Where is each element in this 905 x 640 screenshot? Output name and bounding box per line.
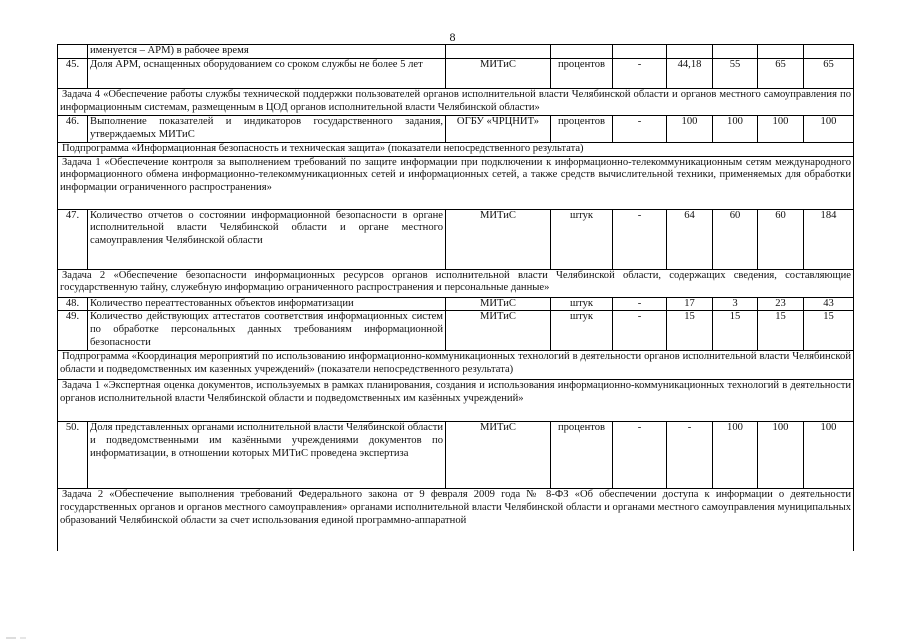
value-cell-5 bbox=[804, 45, 854, 59]
value-cell-3: 55 bbox=[713, 58, 758, 88]
value-cell-3: 100 bbox=[713, 422, 758, 489]
unit-cell: штук bbox=[551, 209, 613, 269]
value-cell-2: 44,18 bbox=[667, 58, 713, 88]
indicator-name: Количество отчетов о состоянии информационной безопасности в органе исполнительной власти Челябинской области и органе местного самоуправления Челябинской области bbox=[88, 209, 446, 269]
section-row bbox=[58, 489, 854, 551]
page-number: 8 bbox=[449, 30, 456, 44]
section-heading: Задача 1 «Обеспечение контроля за выполнением требований по защите информации при подключении к информационно-телекоммуникационным сетям международного информационного обмена информационно-телекоммуникационных сетей и информационных сетей, а также средств вычислительной техники, применяемых для обработки информации ограниченного распространения» bbox=[58, 156, 854, 209]
section-heading: Подпрограмма «Координация мероприятий по использованию информационно-коммуникационных технологий в деятельности органов исполнительной власти Челябинской области и подведомственных им казенных учреждений» (показатели непосредственного результата) bbox=[58, 351, 854, 380]
indicator-row bbox=[58, 209, 854, 269]
section-row bbox=[58, 269, 854, 297]
indicator-row bbox=[58, 115, 854, 142]
value-cell-1 bbox=[613, 45, 667, 59]
indicators-table bbox=[57, 44, 854, 551]
unit-cell: штук bbox=[551, 311, 613, 351]
executor-cell: МИТиС bbox=[446, 311, 551, 351]
unit-cell: штук bbox=[551, 297, 613, 311]
value-cell-4: 23 bbox=[758, 297, 804, 311]
row-number: 46. bbox=[58, 115, 88, 142]
indicator-name: именуется – АРМ) в рабочее время bbox=[88, 45, 446, 59]
indicator-row bbox=[58, 297, 854, 311]
value-cell-1: - bbox=[613, 58, 667, 88]
executor-cell: МИТиС bbox=[446, 297, 551, 311]
executor-cell: МИТиС bbox=[446, 422, 551, 489]
table-body bbox=[58, 45, 854, 551]
value-cell-5: 100 bbox=[804, 422, 854, 489]
value-cell-3: 3 bbox=[713, 297, 758, 311]
row-number: 49. bbox=[58, 311, 88, 351]
value-cell-3: 60 bbox=[713, 209, 758, 269]
value-cell-1: - bbox=[613, 297, 667, 311]
indicator-row bbox=[58, 311, 854, 351]
value-cell-2: - bbox=[667, 422, 713, 489]
section-row bbox=[58, 380, 854, 422]
row-number: 50. bbox=[58, 422, 88, 489]
executor-cell: МИТиС bbox=[446, 209, 551, 269]
section-row bbox=[58, 142, 854, 156]
value-cell-2: 100 bbox=[667, 115, 713, 142]
indicator-row bbox=[58, 45, 854, 59]
value-cell-5: 43 bbox=[804, 297, 854, 311]
value-cell-3: 15 bbox=[713, 311, 758, 351]
value-cell-5: 184 bbox=[804, 209, 854, 269]
indicator-name: Доля АРМ, оснащенных оборудованием со сроком службы не более 5 лет bbox=[88, 58, 446, 88]
section-row bbox=[58, 156, 854, 209]
value-cell-1: - bbox=[613, 115, 667, 142]
executor-cell: МИТиС bbox=[446, 58, 551, 88]
indicator-name: Количество действующих аттестатов соответствия информационных систем по обработке персональных данных требованиям информационной безопасности bbox=[88, 311, 446, 351]
value-cell-2: 15 bbox=[667, 311, 713, 351]
row-number bbox=[58, 45, 88, 59]
value-cell-4: 60 bbox=[758, 209, 804, 269]
value-cell-4: 65 bbox=[758, 58, 804, 88]
value-cell-1: - bbox=[613, 209, 667, 269]
section-row bbox=[58, 88, 854, 115]
section-heading: Задача 1 «Экспертная оценка документов, используемых в рамках планирования, создания и использования информационно-коммуникационных технологий в деятельности органов исполнительной власти Челябинской области и подведомственных им казённых учреждений» bbox=[58, 380, 854, 422]
value-cell-4: 15 bbox=[758, 311, 804, 351]
row-number: 45. bbox=[58, 58, 88, 88]
section-heading: Подпрограмма «Информационная безопасность и техническая защита» (показатели непосредственного результата) bbox=[58, 142, 854, 156]
value-cell-3 bbox=[713, 45, 758, 59]
unit-cell: процентов bbox=[551, 115, 613, 142]
value-cell-5: 65 bbox=[804, 58, 854, 88]
unit-cell: процентов bbox=[551, 58, 613, 88]
indicator-name: Доля представленных органами исполнительной власти Челябинской области и подведомственными им казёнными учреждениями документов по информатизации, в отношении которых МИТиС проведена экспертиза bbox=[88, 422, 446, 489]
value-cell-4: 100 bbox=[758, 422, 804, 489]
indicator-row bbox=[58, 58, 854, 88]
value-cell-1: - bbox=[613, 422, 667, 489]
executor-cell: ОГБУ «ЧРЦНИТ» bbox=[446, 115, 551, 142]
indicator-name: Выполнение показателей и индикаторов государственного задания, утверждаемых МИТиС bbox=[88, 115, 446, 142]
value-cell-1: - bbox=[613, 311, 667, 351]
value-cell-2: 64 bbox=[667, 209, 713, 269]
executor-cell bbox=[446, 45, 551, 59]
value-cell-3: 100 bbox=[713, 115, 758, 142]
section-row bbox=[58, 351, 854, 380]
value-cell-2 bbox=[667, 45, 713, 59]
value-cell-2: 17 bbox=[667, 297, 713, 311]
indicator-name: Количество переаттестованных объектов информатизации bbox=[88, 297, 446, 311]
section-heading: Задача 4 «Обеспечение работы службы технической поддержки пользователей органов исполнительной власти Челябинской области и органов местного самоуправления по информационным системам, размещенным в ЦОД органов исполнительной власти Челябинской области» bbox=[58, 88, 854, 115]
row-number: 48. bbox=[58, 297, 88, 311]
value-cell-4: 100 bbox=[758, 115, 804, 142]
scan-edge-mark bbox=[0, 632, 40, 640]
indicator-row bbox=[58, 422, 854, 489]
row-number: 47. bbox=[58, 209, 88, 269]
section-heading: Задача 2 «Обеспечение выполнения требований Федерального закона от 9 февраля 2009 года № 8-ФЗ «Об обеспечении доступа к информации о деятельности государственных органов и органов местного самоуправления» органами исполнительной власти Челябинской области и органами местного самоуправления муниципальных образований Челябинской области за счет использования единой программно-аппаратной bbox=[58, 489, 854, 551]
value-cell-5: 100 bbox=[804, 115, 854, 142]
value-cell-4 bbox=[758, 45, 804, 59]
value-cell-5: 15 bbox=[804, 311, 854, 351]
unit-cell bbox=[551, 45, 613, 59]
section-heading: Задача 2 «Обеспечение безопасности информационных ресурсов органов исполнительной власти Челябинской области, содержащих сведения, составляющие государственную тайну, служебную информацию ограниченного распространения и персональные данные» bbox=[58, 269, 854, 297]
unit-cell: процентов bbox=[551, 422, 613, 489]
